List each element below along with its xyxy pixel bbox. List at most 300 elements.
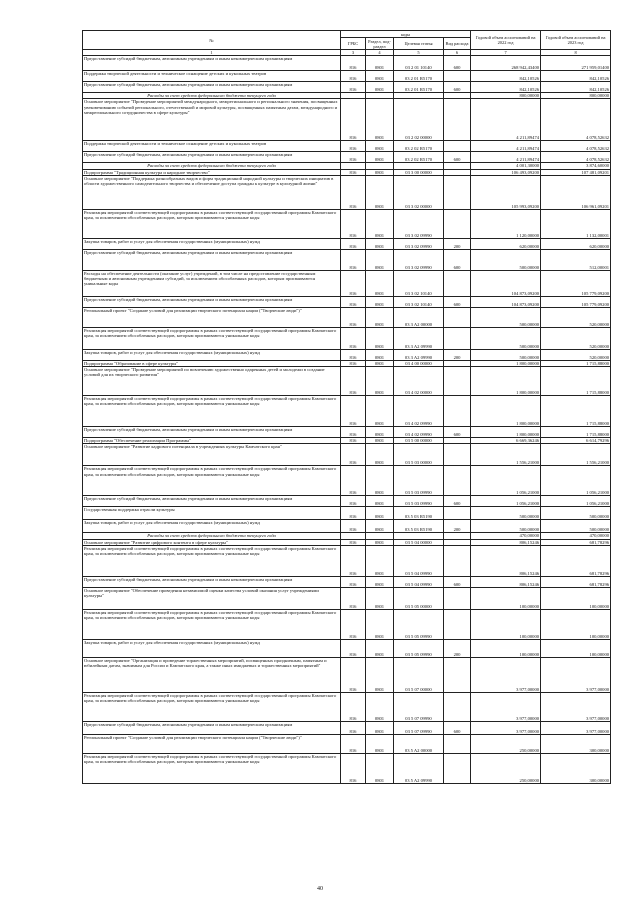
- row-article: 03 4 02 09990: [394, 427, 444, 438]
- row-name: Поддержка творческой деятельности и техническое оснащение детских и кукольных театров: [83, 71, 341, 82]
- row-grbs: 816: [341, 209, 366, 238]
- row-article: 03 2 01 R5170: [394, 82, 444, 93]
- row-type: 600: [444, 249, 471, 270]
- row-name: Основное мероприятие "Развитие кадрового потенциала в учреждениях культуры Камчатского края": [83, 444, 341, 466]
- row-name: Предоставление субсидий бюджетным, автономным учреждениям и иным некоммерческим организациям: [83, 496, 341, 507]
- row-year-2023: 100,00000: [541, 610, 611, 640]
- row-grbs: 816: [341, 438, 366, 444]
- row-year-2023: 1 715,88000: [541, 396, 611, 427]
- row-year-2022: 4 211,89474: [471, 99, 541, 141]
- row-year-2022: 500,00000: [471, 249, 541, 270]
- row-year-2022: 1 800,00000: [471, 360, 541, 366]
- row-year-2022: 806,15246: [471, 546, 541, 577]
- row-year-2022: 1 800,00000: [471, 396, 541, 427]
- row-year-2023: 100,00000: [541, 588, 611, 610]
- table-row: [83, 367, 611, 396]
- row-year-2022: 500,00000: [471, 520, 541, 533]
- row-article: 03 3 00 00000: [394, 169, 444, 175]
- row-name: Подпрограмма "Образование в сфере культуры": [83, 360, 341, 366]
- row-year-2023: 106 961,09201: [541, 175, 611, 209]
- row-article: 03 5 03 R5190: [394, 507, 444, 520]
- row-name: Предоставление субсидий бюджетным, автономным учреждениям и иным некоммерческим организациям: [83, 296, 341, 307]
- row-type: 600: [444, 496, 471, 507]
- row-year-2023: 1 056,21000: [541, 496, 611, 507]
- row-year-2023: 1 132,00001: [541, 209, 611, 238]
- row-section: 0801: [366, 396, 394, 427]
- row-article: 03 5 05 09990: [394, 610, 444, 640]
- row-year-2023: 4 078,52632: [541, 141, 611, 152]
- row-article: 03 5 07 09990: [394, 722, 444, 735]
- header-section: Раздел, под-раздел: [366, 38, 394, 50]
- row-article: 03 5 03 R5190: [394, 520, 444, 533]
- row-article: 03 3 A2 09990: [394, 327, 444, 349]
- row-article: 03 3 02 10140: [394, 296, 444, 307]
- row-year-2023: 500,00000: [541, 520, 611, 533]
- row-year-2022: 620,00000: [471, 238, 541, 249]
- row-grbs: 816: [341, 754, 366, 784]
- row-year-2022: 1 800,00000: [471, 427, 541, 438]
- row-grbs: 816: [341, 152, 366, 163]
- row-year-2023: 300,00000: [541, 735, 611, 754]
- row-year-2023: 470,00000: [541, 533, 611, 539]
- row-article: 03 2 02 00000: [394, 99, 444, 141]
- row-article: 03 3 02 09990: [394, 209, 444, 238]
- row-article: 03 5 A2 09990: [394, 754, 444, 784]
- header-num-6: 6: [444, 50, 471, 56]
- table-row: [83, 427, 611, 438]
- row-year-2022: 500,00000: [471, 327, 541, 349]
- row-name: Расходы за счет средств федерального бюджета текущего года: [83, 533, 341, 539]
- row-type: [444, 141, 471, 152]
- row-type: [444, 99, 471, 141]
- table-row: [83, 175, 611, 209]
- row-name: Закупка товаров, работ и услуг для обеспечения государственных (муниципальных) нужд: [83, 349, 341, 360]
- table-row: [83, 141, 611, 152]
- header-codes: коды: [341, 31, 471, 38]
- row-year-2022: 105 993,09200: [471, 175, 541, 209]
- table-row: [83, 270, 611, 296]
- table-row: [83, 99, 611, 141]
- row-article: 03 2 02 R5170: [394, 152, 444, 163]
- row-year-2023: 842,10526: [541, 82, 611, 93]
- table-row: [83, 466, 611, 496]
- row-type: [444, 466, 471, 496]
- row-year-2023: 1 056,21000: [541, 466, 611, 496]
- row-grbs: 816: [341, 249, 366, 270]
- row-year-2022: 100,00000: [471, 610, 541, 640]
- row-year-2023: 620,00000: [541, 238, 611, 249]
- header-year-2023: Годовой объем ассигнований на 2023 год: [541, 31, 611, 50]
- row-type: [444, 396, 471, 427]
- row-article: 03 5 00 00000: [394, 438, 444, 444]
- row-year-2023: 4 078,52632: [541, 99, 611, 141]
- row-year-2023: 6 614,79296: [541, 438, 611, 444]
- row-section: 0801: [366, 307, 394, 327]
- row-section: 0801: [366, 693, 394, 722]
- row-article: 03 5 A2 00000: [394, 735, 444, 754]
- row-year-2023: 300,00000: [541, 754, 611, 784]
- table-row: [83, 588, 611, 610]
- row-article: 03 5 07 09990: [394, 693, 444, 722]
- row-type: 600: [444, 56, 471, 71]
- row-section: 0801: [366, 99, 394, 141]
- row-year-2022: 1 800,00000: [471, 367, 541, 396]
- row-section: 0801: [366, 546, 394, 577]
- header-num-8: 8: [541, 50, 611, 56]
- row-year-2023: 520,00000: [541, 307, 611, 327]
- row-section: 0801: [366, 238, 394, 249]
- row-type: [444, 327, 471, 349]
- row-year-2022: 842,10526: [471, 82, 541, 93]
- row-year-2023: 512,00001: [541, 249, 611, 270]
- row-grbs: 816: [341, 71, 366, 82]
- row-year-2023: 4 078,52632: [541, 152, 611, 163]
- row-section: 0801: [366, 427, 394, 438]
- row-type: [444, 546, 471, 577]
- row-grbs: 816: [341, 99, 366, 141]
- table-row: [83, 327, 611, 349]
- row-name: Реализация мероприятий соответствующей подпрограммы в рамках соответствующей государственной программы Камчатского края, за исключением обособленных расходов, которым присваиваются уникальные коды: [83, 209, 341, 238]
- table-row: [83, 496, 611, 507]
- row-section: 0801: [366, 349, 394, 360]
- row-name: Расходы за счет средств федерального бюджета текущего года: [83, 163, 341, 169]
- row-type: [444, 270, 471, 296]
- row-type: [444, 209, 471, 238]
- row-article: 03 2 01 10140: [394, 56, 444, 71]
- row-type: [444, 71, 471, 82]
- table-row: [83, 396, 611, 427]
- row-section: 0801: [366, 520, 394, 533]
- row-section: 0801: [366, 640, 394, 658]
- row-section: 0801: [366, 249, 394, 270]
- row-type: [444, 658, 471, 693]
- row-article: 03 5 03 00000: [394, 444, 444, 466]
- row-year-2023: 800,00000: [541, 93, 611, 99]
- header-num-5: 5: [394, 50, 444, 56]
- row-type: 600: [444, 296, 471, 307]
- table-row: [83, 238, 611, 249]
- row-year-2022: 6 669,36246: [471, 438, 541, 444]
- row-year-2023: 107 481,09201: [541, 169, 611, 175]
- row-section: 0801: [366, 360, 394, 366]
- row-name: Предоставление субсидий бюджетным, автономным учреждениям и иным некоммерческим организациям: [83, 577, 341, 588]
- row-name: Основное мероприятие "Обеспечение проведения независимой оценки качества условий оказания услуг учреждениями культуры": [83, 588, 341, 610]
- page-number: 40: [317, 886, 323, 892]
- row-article: 03 5 04 09990: [394, 546, 444, 577]
- row-article: 03 3 02 10140: [394, 270, 444, 296]
- row-type: [444, 610, 471, 640]
- row-section: 0801: [366, 658, 394, 693]
- row-grbs: 816: [341, 610, 366, 640]
- row-grbs: 816: [341, 466, 366, 496]
- row-name: Основное мероприятие "Развитие цифрового контента в сфере культуры": [83, 539, 341, 545]
- row-grbs: 816: [341, 270, 366, 296]
- row-year-2023: 1 715,88000: [541, 360, 611, 366]
- row-year-2022: 3 977,00000: [471, 722, 541, 735]
- row-grbs: 816: [341, 722, 366, 735]
- row-year-2022: 104 873,09200: [471, 296, 541, 307]
- row-year-2022: 250,00000: [471, 735, 541, 754]
- row-year-2023: 3 977,00000: [541, 722, 611, 735]
- row-grbs: 816: [341, 427, 366, 438]
- row-year-2022: 1 556,21000: [471, 444, 541, 466]
- row-type: 200: [444, 520, 471, 533]
- row-type: 600: [444, 427, 471, 438]
- row-name: Основное мероприятие "Проведение мероприятий по вовлечению художественно одаренных детей и молодежи в создание условий для их творческого развития": [83, 367, 341, 396]
- row-name: Закупка товаров, работ и услуг для обеспечения государственных (муниципальных) нужд: [83, 640, 341, 658]
- row-section: 0801: [366, 754, 394, 784]
- row-year-2023: 842,10526: [541, 71, 611, 82]
- table-row: [83, 658, 611, 693]
- row-section: 0801: [366, 610, 394, 640]
- row-section: 0801: [366, 169, 394, 175]
- row-article: 03 3 02 09990: [394, 238, 444, 249]
- header-num: №: [83, 31, 341, 50]
- table-row: [83, 754, 611, 784]
- row-section: 0801: [366, 141, 394, 152]
- row-year-2022: 100,00000: [471, 588, 541, 610]
- row-grbs: 816: [341, 546, 366, 577]
- row-grbs: 816: [341, 577, 366, 588]
- table-row: [83, 444, 611, 466]
- row-grbs: 816: [341, 396, 366, 427]
- row-year-2022: 800,00000: [471, 93, 541, 99]
- row-year-2023: 1 715,88000: [541, 427, 611, 438]
- row-section: 0801: [366, 175, 394, 209]
- header-year-2022: Годовой объем ассигнований на 2022 год: [471, 31, 541, 50]
- row-name: Подпрограмма "Обеспечение реализации Программы": [83, 438, 341, 444]
- row-section: 0801: [366, 71, 394, 82]
- row-type: [444, 735, 471, 754]
- row-article: 03 5 03 09990: [394, 466, 444, 496]
- row-year-2022: 250,00000: [471, 754, 541, 784]
- header-article: Целевая статья: [394, 38, 444, 50]
- row-name: Подпрограмма "Традиционная культура и народное творчество": [83, 169, 341, 175]
- row-name: Реализация мероприятий соответствующей подпрограммы в рамках соответствующей государственной программы Камчатского края, за исключением обособленных расходов, которым присваиваются уникальные коды: [83, 693, 341, 722]
- row-year-2023: 105 779,09200: [541, 296, 611, 307]
- table-row: [83, 307, 611, 327]
- row-name: Предоставление субсидий бюджетным, автономным учреждениям и иным некоммерческим организациям: [83, 249, 341, 270]
- row-grbs: 816: [341, 175, 366, 209]
- row-grbs: 816: [341, 307, 366, 327]
- row-year-2023: 1 715,88000: [541, 367, 611, 396]
- row-section: 0801: [366, 539, 394, 545]
- row-year-2022: 268 942,43400: [471, 56, 541, 71]
- row-year-2023: 271 959,01400: [541, 56, 611, 71]
- row-name: Предоставление субсидий бюджетным, автономным учреждениям и иным некоммерческим организациям: [83, 427, 341, 438]
- row-name: Расходы на обеспечение деятельности (оказание услуг) учреждений, в том числе на предоставление государственным бюджетным и автономным учреждениям субсидий, за исключением обособленных расходов, которым присваиваются уникальные коды: [83, 270, 341, 296]
- row-year-2023: 520,00000: [541, 349, 611, 360]
- row-year-2023: 520,00000: [541, 327, 611, 349]
- row-type: [444, 754, 471, 784]
- table-row: [83, 56, 611, 71]
- table-row: [83, 520, 611, 533]
- row-year-2022: 470,00000: [471, 533, 541, 539]
- row-article: 03 5 05 09990: [394, 640, 444, 658]
- row-name: Основное мероприятие "Поддержка разнообразных видов и форм традиционной народной культуры и творческих инициатив в области художественного самодеятельного творчества и обеспечение доступа граждан к культуре в культурной жизни": [83, 175, 341, 209]
- row-year-2023: 681,78296: [541, 546, 611, 577]
- row-name: Реализация мероприятий соответствующей подпрограммы в рамках соответствующей государственной программы Камчатского края, за исключением обособленных расходов, которым присваиваются уникальные коды: [83, 754, 341, 784]
- table-row: [83, 296, 611, 307]
- row-section: 0801: [366, 444, 394, 466]
- row-type: [444, 307, 471, 327]
- table-header: [83, 31, 611, 56]
- row-name: Предоставление субсидий бюджетным, автономным учреждениям и иным некоммерческим организациям: [83, 722, 341, 735]
- row-name: Региональный проект "Создание условий для реализации творческого потенциала нации ("Творческие люди")": [83, 307, 341, 327]
- row-name: Закупка товаров, работ и услуг для обеспечения государственных (муниципальных) нужд: [83, 520, 341, 533]
- row-year-2022: 1 120,00000: [471, 209, 541, 238]
- row-article: 03 3 02 09990: [394, 249, 444, 270]
- header-num-7: 7: [471, 50, 541, 56]
- row-grbs: 816: [341, 693, 366, 722]
- row-grbs: 816: [341, 520, 366, 533]
- budget-table: [82, 30, 611, 784]
- row-name: Предоставление субсидий бюджетным, автономным учреждениям и иным некоммерческим организациям: [83, 56, 341, 71]
- row-year-2022: 842,10526: [471, 71, 541, 82]
- row-type: 200: [444, 640, 471, 658]
- row-grbs: 816: [341, 327, 366, 349]
- budget-table-page: [82, 30, 610, 784]
- row-type: [444, 175, 471, 209]
- row-name: Реализация мероприятий соответствующей подпрограммы в рамках соответствующей государственной программы Камчатского края, за исключением обособленных расходов, которым присваиваются уникальные коды: [83, 396, 341, 427]
- row-section: 0801: [366, 588, 394, 610]
- row-grbs: 816: [341, 539, 366, 545]
- table-row: [83, 209, 611, 238]
- row-name: Закупка товаров, работ и услуг для обеспечения государственных (муниципальных) нужд: [83, 238, 341, 249]
- row-year-2022: 500,00000: [471, 507, 541, 520]
- row-grbs: 816: [341, 56, 366, 71]
- row-year-2022: 104 873,09200: [471, 270, 541, 296]
- row-name: Реализация мероприятий соответствующей подпрограммы в рамках соответствующей государственной программы Камчатского края, за исключением обособленных расходов, которым присваиваются уникальные коды: [83, 610, 341, 640]
- row-year-2022: 806,15246: [471, 539, 541, 545]
- row-type: [444, 367, 471, 396]
- row-name: Предоставление субсидий бюджетным, автономным учреждениям и иным некоммерческим организациям: [83, 82, 341, 93]
- row-year-2022: 100,00000: [471, 640, 541, 658]
- row-year-2022: 1 056,21000: [471, 466, 541, 496]
- row-year-2023: 100,00000: [541, 640, 611, 658]
- row-type: 600: [444, 82, 471, 93]
- row-type: 200: [444, 238, 471, 249]
- row-name: Реализация мероприятий соответствующей подпрограммы в рамках соответствующей государственной программы Камчатского края, за исключением обособленных расходов, которым присваиваются уникальные коды: [83, 546, 341, 577]
- row-year-2023: 3 977,00000: [541, 693, 611, 722]
- table-row: [83, 249, 611, 270]
- row-section: 0801: [366, 209, 394, 238]
- row-grbs: 816: [341, 640, 366, 658]
- row-article: 03 5 03 09990: [394, 496, 444, 507]
- table-row: [83, 507, 611, 520]
- row-article: 03 5 04 00000: [394, 539, 444, 545]
- row-type: 200: [444, 349, 471, 360]
- row-year-2022: 4 211,89474: [471, 141, 541, 152]
- row-year-2022: 500,00000: [471, 307, 541, 327]
- row-article: 03 3 02 00000: [394, 175, 444, 209]
- row-section: 0801: [366, 577, 394, 588]
- table-row: [83, 735, 611, 754]
- table-row: [83, 82, 611, 93]
- row-type: 600: [444, 152, 471, 163]
- row-year-2023: 681,78296: [541, 539, 611, 545]
- row-type: [444, 588, 471, 610]
- row-section: 0801: [366, 466, 394, 496]
- row-article: 03 2 01 R5170: [394, 71, 444, 82]
- row-section: 0801: [366, 367, 394, 396]
- row-grbs: 816: [341, 296, 366, 307]
- row-grbs: 816: [341, 658, 366, 693]
- row-year-2023: 3 977,00000: [541, 658, 611, 693]
- header-type: Вид расхода: [444, 38, 471, 50]
- row-year-2023: 500,00000: [541, 507, 611, 520]
- row-article: 03 2 02 R5170: [394, 141, 444, 152]
- row-name: Расходы за счет средств федерального бюджета текущего года: [83, 93, 341, 99]
- table-row: [83, 640, 611, 658]
- row-section: 0801: [366, 722, 394, 735]
- row-name: Предоставление субсидий бюджетным, автономным учреждениям и иным некоммерческим организациям: [83, 152, 341, 163]
- row-section: 0801: [366, 496, 394, 507]
- row-section: 0801: [366, 56, 394, 71]
- row-section: 0801: [366, 327, 394, 349]
- row-name: Основное мероприятие "Организация и проведение торжественных мероприятий, посвященных праздничным, памятным и юбилейным датам, значимым для России и Камчатского края, а также иных имиджевых и торжественных мероприятий": [83, 658, 341, 693]
- row-article: 03 3 A2 00000: [394, 307, 444, 327]
- table-row: [83, 349, 611, 360]
- row-type: [444, 693, 471, 722]
- row-name: Реализация мероприятий соответствующей подпрограммы в рамках соответствующей государственной программы Камчатского края, за исключением обособленных расходов, которым присваиваются уникальные коды: [83, 466, 341, 496]
- row-grbs: 816: [341, 444, 366, 466]
- row-article: 03 4 02 09990: [394, 396, 444, 427]
- table-row: [83, 152, 611, 163]
- header-num-3: 3: [341, 50, 366, 56]
- row-section: 0801: [366, 507, 394, 520]
- row-article: 03 5 07 00000: [394, 658, 444, 693]
- row-year-2023: 105 779,09200: [541, 270, 611, 296]
- row-type: [444, 507, 471, 520]
- row-section: 0801: [366, 270, 394, 296]
- row-type: 600: [444, 577, 471, 588]
- row-year-2022: 3 977,00000: [471, 693, 541, 722]
- row-article: 03 5 04 09990: [394, 577, 444, 588]
- row-name: Реализация мероприятий соответствующей подпрограммы в рамках соответствующей государственной программы Камчатского края, за исключением обособленных расходов, которым присваиваются уникальные коды: [83, 327, 341, 349]
- row-year-2023: 1 556,21000: [541, 444, 611, 466]
- table-row: [83, 71, 611, 82]
- table-row: [83, 693, 611, 722]
- table-row: [83, 546, 611, 577]
- row-article: 03 3 A2 09990: [394, 349, 444, 360]
- header-grbs: ГРБС: [341, 38, 366, 50]
- row-name: Основное мероприятие "Проведение мероприятий международного, межрегионального и регионального значения, посвященных увековечиванию событий регионального, отечественной и мировой культуры, посвященных памятным датам, международного и межрегионального сотрудничества в сфере культуры": [83, 99, 341, 141]
- row-name: Государственная поддержка отрасли культуры: [83, 507, 341, 520]
- row-article: 03 4 02 00000: [394, 367, 444, 396]
- row-type: 600: [444, 722, 471, 735]
- row-grbs: 816: [341, 507, 366, 520]
- row-article: 03 4 00 00000: [394, 360, 444, 366]
- row-grbs: 816: [341, 588, 366, 610]
- row-section: 0801: [366, 735, 394, 754]
- row-year-2022: 3 977,00000: [471, 658, 541, 693]
- row-year-2022: 1 056,21000: [471, 496, 541, 507]
- row-year-2023: 3 874,60000: [541, 163, 611, 169]
- table-body: [83, 56, 611, 784]
- row-year-2022: 4 001,30000: [471, 163, 541, 169]
- table-row: [83, 577, 611, 588]
- row-name: Региональный проект "Создание условий для реализации творческого потенциала нации ("Творческие люди")": [83, 735, 341, 754]
- header-num-4: 4: [366, 50, 394, 56]
- table-row: [83, 610, 611, 640]
- row-grbs: 816: [341, 169, 366, 175]
- row-year-2022: 806,15246: [471, 577, 541, 588]
- row-grbs: 816: [341, 82, 366, 93]
- row-grbs: 816: [341, 367, 366, 396]
- row-year-2023: 681,78296: [541, 577, 611, 588]
- row-grbs: 816: [341, 496, 366, 507]
